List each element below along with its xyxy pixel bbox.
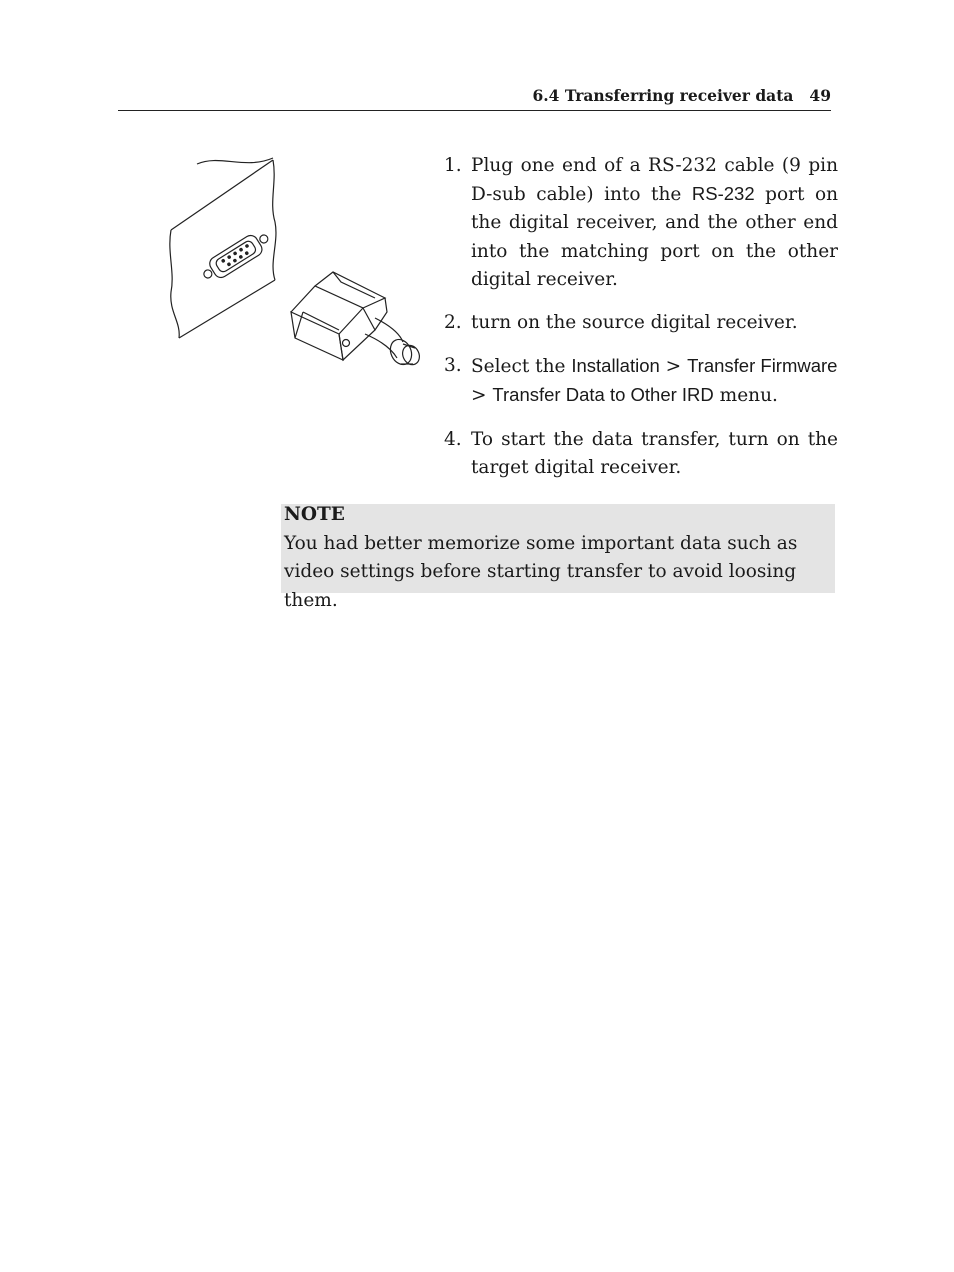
step-2 (444, 309, 838, 337)
note-box (281, 504, 835, 611)
rs232-connector-icon (165, 152, 425, 372)
step-text: menu. (713, 385, 778, 407)
step-text: port on the digital receiver, and the other end into the matching port on the other digital receiver. (471, 184, 839, 290)
step-number: 3. (444, 355, 462, 377)
step-number: 1. (444, 155, 462, 176)
step-text: Plug one end of a RS-232 cable (9 pin D-sub cable) into the (471, 155, 838, 206)
menu-item-transfer-data: Transfer Data to Other IRD (492, 384, 714, 406)
note-body: You had better memorize some important data such as video settings before starting transfer to avoid loosing them. (284, 532, 798, 611)
step-number: 2. (444, 312, 462, 334)
step-text: turn on the source digital receiver. (471, 312, 798, 334)
instruction-steps (444, 152, 838, 497)
page-number: 49 (809, 86, 831, 105)
port-label: RS-232 (691, 183, 755, 205)
step-3 (444, 352, 838, 410)
menu-item-installation: Installation (571, 355, 660, 377)
section-title: 6.4 Transferring receiver data (532, 86, 794, 105)
step-1 (444, 152, 838, 294)
note-title: NOTE (284, 504, 345, 525)
step-text: To start the data transfer, turn on the target digital receiver. (471, 428, 838, 478)
step-text: Select the (471, 356, 572, 378)
step-4 (444, 426, 838, 482)
menu-item-transfer-firmware: Transfer Firmware (687, 355, 838, 377)
running-header (118, 86, 831, 111)
rs232-connector-illustration (165, 152, 425, 372)
menu-separator: > (659, 356, 688, 378)
step-number: 4. (444, 428, 462, 450)
menu-separator: > (471, 385, 493, 407)
